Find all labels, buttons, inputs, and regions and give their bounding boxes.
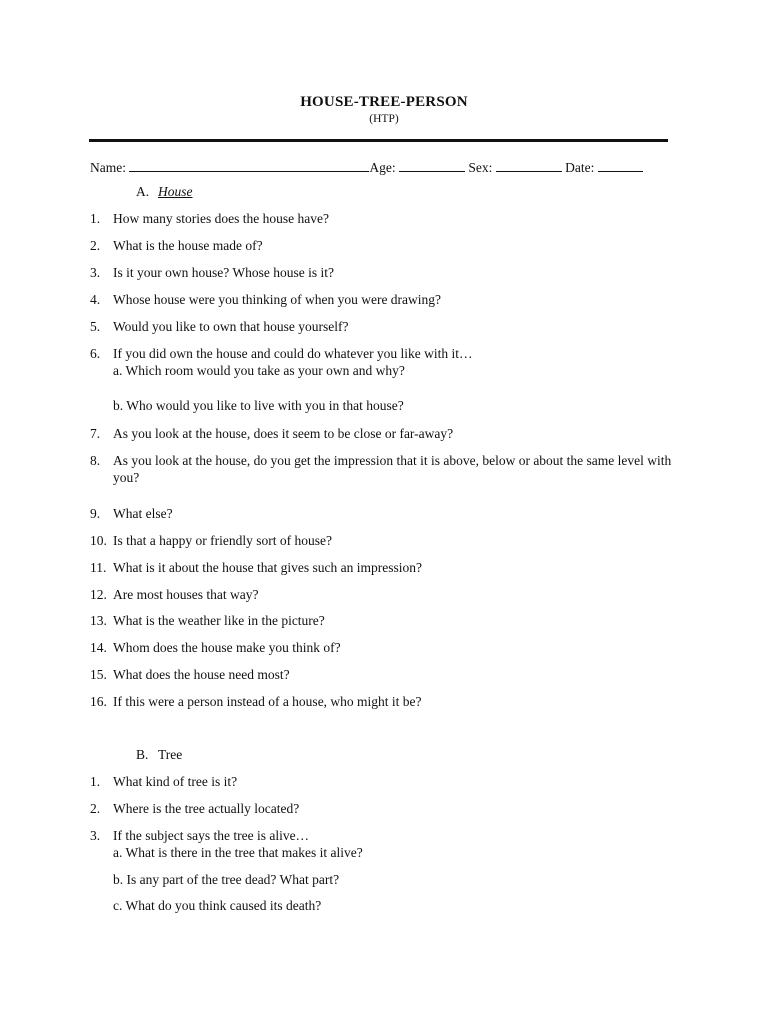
question-number: 9. — [90, 506, 101, 521]
question-text: Where is the tree actually located? — [113, 801, 300, 816]
question-text: Is it your own house? Whose house is it? — [113, 265, 334, 280]
question-number: 10. — [90, 533, 107, 548]
sub-question: c. What do you think caused its death? — [113, 898, 322, 913]
question-number: 5. — [90, 319, 101, 334]
question-number: 12. — [90, 587, 107, 602]
question-number: 4. — [90, 292, 101, 307]
question-number: 6. — [90, 346, 101, 361]
sub-question: a. What is there in the tree that makes it alive? — [113, 845, 363, 860]
question-text: As you look at the house, do you get the impression that it is above, below or about the same level with you? — [113, 453, 672, 485]
question-number: 1. — [90, 774, 101, 789]
question-number: 8. — [90, 453, 101, 468]
sub-question: b. Is any part of the tree dead? What part? — [113, 872, 340, 887]
question-text: Is that a happy or friendly sort of house? — [113, 533, 332, 548]
age-field[interactable] — [399, 158, 465, 172]
question-number: 3. — [90, 265, 101, 280]
age-label: Age: — [369, 160, 396, 175]
date-label: Date: — [565, 160, 595, 175]
question-number: 11. — [90, 560, 107, 575]
sub-question: a. Which room would you take as your own and why? — [113, 363, 405, 378]
question-number: 2. — [90, 238, 101, 253]
section-a-title: House — [158, 184, 193, 199]
header-rule — [89, 139, 668, 142]
question-text: If you did own the house and could do whatever you like with it… — [113, 346, 473, 361]
sub-question: b. Who would you like to live with you in that house? — [113, 398, 404, 413]
info-fields — [90, 158, 643, 176]
question-text: Whose house were you thinking of when you were drawing? — [113, 292, 442, 307]
question-number: 7. — [90, 426, 101, 441]
document-title: HOUSE-TREE-PERSON — [300, 94, 468, 110]
question-text: What is the house made of? — [113, 238, 263, 253]
question-text: If the subject says the tree is alive… — [113, 828, 310, 843]
question-number: 16. — [90, 694, 107, 709]
question-text: What else? — [113, 506, 173, 521]
question-number: 1. — [90, 211, 101, 226]
question-number: 13. — [90, 613, 107, 628]
question-text: What is the weather like in the picture? — [113, 613, 325, 628]
sex-label: Sex: — [468, 160, 493, 175]
question-number: 14. — [90, 640, 107, 655]
question-text: Are most houses that way? — [113, 587, 259, 602]
question-number: 15. — [90, 667, 107, 682]
question-text: Whom does the house make you think of? — [113, 640, 341, 655]
section-b-title: Tree — [158, 747, 183, 762]
name-field[interactable] — [129, 158, 369, 172]
question-text: As you look at the house, does it seem to be close or far-away? — [113, 426, 454, 441]
section-a-letter: A. — [136, 184, 150, 199]
question-text: What is it about the house that gives such an impression? — [113, 560, 422, 575]
question-text: What kind of tree is it? — [113, 774, 238, 789]
question-text: How many stories does the house have? — [113, 211, 329, 226]
section-a-heading — [136, 184, 193, 200]
document-subtitle: (HTP) — [369, 113, 399, 125]
question-number: 3. — [90, 828, 101, 843]
question-text: If this were a person instead of a house, who might it be? — [113, 694, 422, 709]
question-text: What does the house need most? — [113, 667, 290, 682]
section-b-letter: B. — [136, 747, 149, 762]
name-label: Name: — [90, 160, 126, 175]
question-text: Would you like to own that house yourself? — [113, 319, 349, 334]
sex-field[interactable] — [496, 158, 562, 172]
question-number: 2. — [90, 801, 101, 816]
date-field[interactable] — [598, 158, 643, 172]
section-b-heading — [136, 747, 182, 763]
